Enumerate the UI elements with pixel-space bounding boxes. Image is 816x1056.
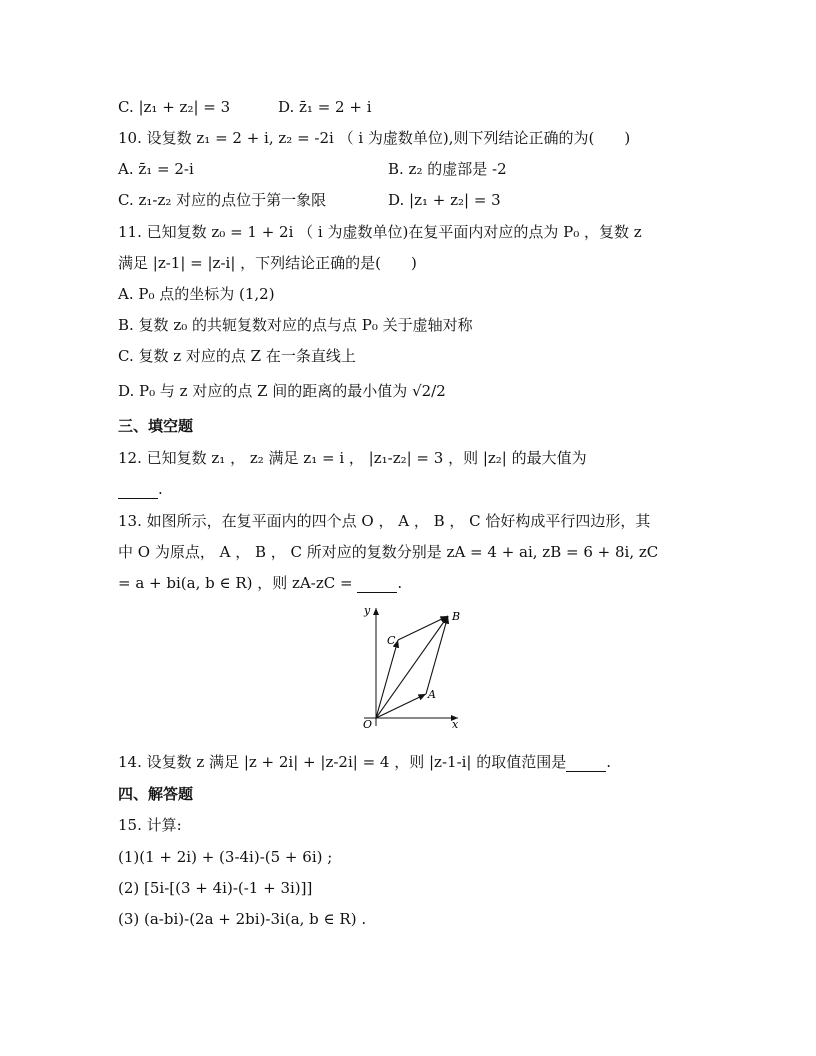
question-13-text: = a + bi(a, b ∈ R) ，则 zA-zC =: [118, 574, 353, 592]
period: .: [397, 574, 403, 592]
question-14-text: 14. 设复数 z 满足 |z + 2i| + |z-2i| = 4 ，则 |z-1-i| 的取值范围是: [118, 753, 567, 771]
q9-option-c: C. |z₁ + z₂| = 3: [118, 98, 231, 116]
vector-cb: [398, 616, 448, 640]
section-answer-heading: 四、解答题: [118, 785, 194, 803]
label-c: C: [387, 634, 396, 647]
vector-ob: [376, 616, 448, 718]
q11-option-a: A. P₀ 点的坐标为 (1,2): [118, 285, 275, 303]
question-10: 10. 设复数 z₁ = 2 + i, z₂ = -2i （ i 为虚数单位),则下列结论正确的为( ): [118, 129, 631, 147]
question-12-line2: [118, 479, 163, 499]
q10-option-b: B. z₂ 的虚部是 -2: [388, 160, 507, 178]
label-b: B: [452, 610, 461, 623]
vector-oc: [376, 640, 398, 718]
question-14: [118, 752, 611, 772]
label-y: y: [364, 604, 371, 617]
q10-option-c: C. z₁-z₂ 对应的点位于第一象限: [118, 191, 327, 209]
section-fill-in-heading: 三、填空题: [118, 417, 194, 435]
question-15-part3: (3) (a-bi)-(2a + 2bi)-3i(a, b ∈ R) .: [118, 910, 367, 928]
period: .: [606, 753, 612, 771]
question-13-line3: [118, 573, 402, 593]
q9-option-d: D. z̄₁ = 2 + i: [278, 98, 372, 116]
label-a: A: [428, 688, 436, 701]
question-11-line2: 满足 |z-1| = |z-i| ，下列结论正确的是( ): [118, 254, 417, 272]
label-x: x: [452, 718, 459, 728]
question-12-line1: 12. 已知复数 z₁ ， z₂ 满足 z₁ = i ， |z₁-z₂| = 3 ，则 |z₂| 的最大值为: [118, 449, 587, 467]
answer-blank[interactable]: [566, 755, 606, 772]
q11-option-c: C. 复数 z 对应的点 Z 在一条直线上: [118, 347, 356, 365]
answer-blank[interactable]: [357, 576, 397, 593]
vector-oa: [376, 694, 426, 718]
q11-option-d: D. P₀ 与 z 对应的点 Z 间的距离的最小值为 √2/2: [118, 382, 446, 400]
question-13-line2: 中 O 为原点， A ， B ， C 所对应的复数分别是 zA = 4 + ai, zB = 6 + 8i, zC: [118, 543, 659, 561]
question-15-part2: (2) [5i-[(3 + 4i)-(-1 + 3i)]]: [118, 879, 313, 897]
question-15: 15. 计算:: [118, 816, 182, 834]
answer-blank[interactable]: [118, 482, 158, 499]
question-11-line1: 11. 已知复数 z₀ = 1 + 2i （ i 为虚数单位)在复平面内对应的点为 P₀ ，复数 z: [118, 223, 642, 241]
q11-option-b: B. 复数 z₀ 的共轭复数对应的点与点 P₀ 关于虚轴对称: [118, 316, 473, 334]
parallelogram-figure: [350, 602, 462, 728]
question-13-line1: 13. 如图所示，在复平面内的四个点 O ， A ， B ， C 恰好构成平行四边形，其: [118, 512, 651, 530]
label-o: O: [363, 718, 373, 728]
question-15-part1: (1)(1 + 2i) + (3-4i)-(5 + 6i) ;: [118, 848, 333, 866]
q10-option-d: D. |z₁ + z₂| = 3: [388, 191, 501, 209]
period: .: [158, 480, 163, 498]
vector-ab: [426, 616, 448, 694]
q10-option-a: A. z̄₁ = 2-i: [118, 160, 194, 178]
